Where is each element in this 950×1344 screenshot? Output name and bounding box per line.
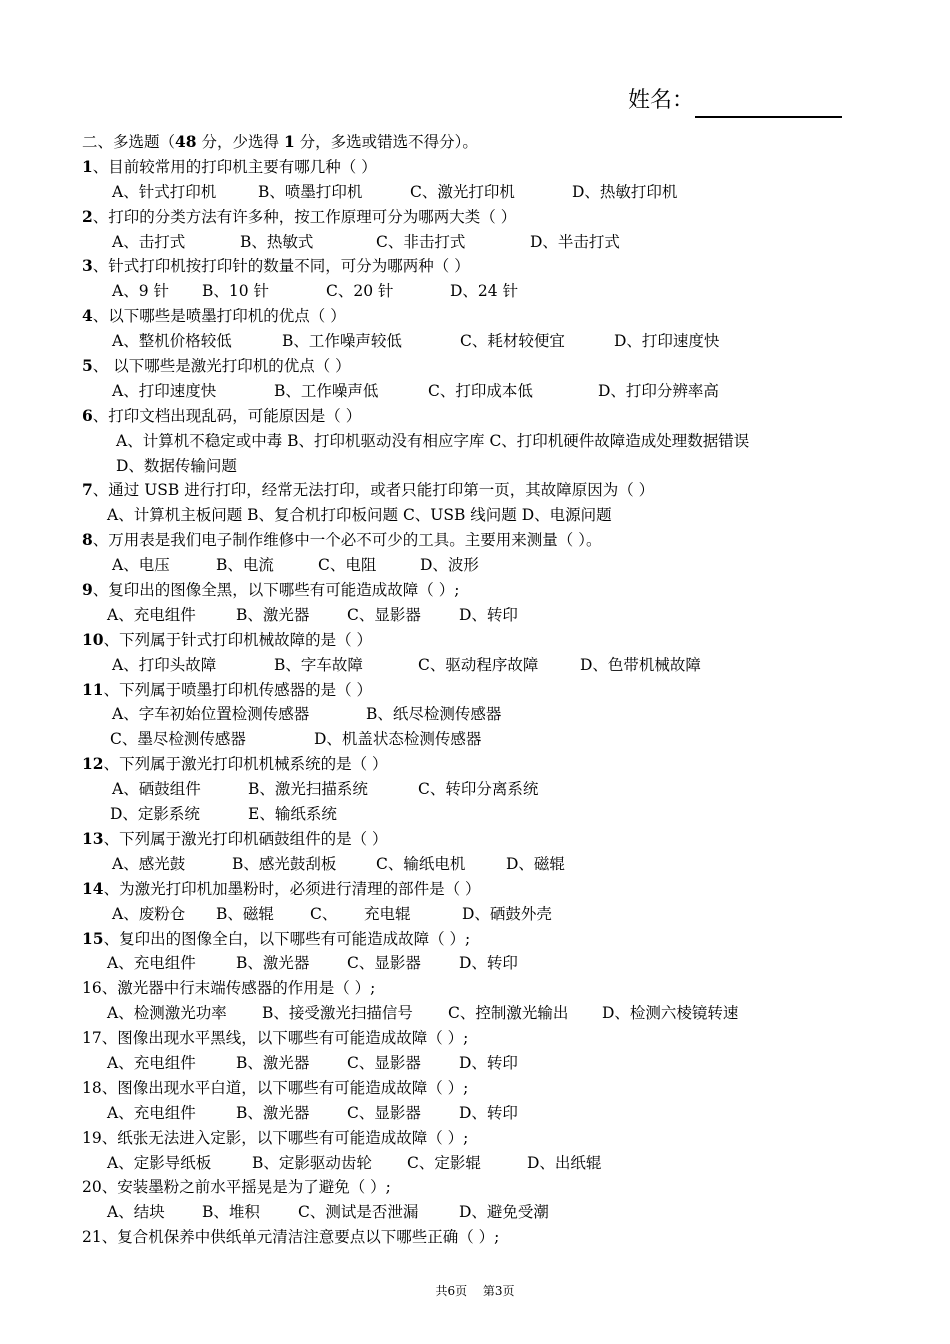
question-12-options-2 — [82, 802, 882, 827]
option-a: A、字车初始位置检测传感器 — [112, 705, 310, 724]
option-b: B、激光器 — [236, 1053, 310, 1072]
question-17: 17、图像出现水平黑线，以下哪些有可能造成故障（ ）; — [82, 1029, 469, 1048]
question-3: 3、针式打印机按打印针的数量不同，可分为哪两种（ ） — [82, 256, 470, 276]
option-b: B、纸尽检测传感器 — [366, 705, 502, 724]
option-b: B、定影驱动齿轮 — [252, 1153, 372, 1172]
page-current: 第3页 — [482, 1284, 515, 1298]
question-11-options-1 — [82, 702, 882, 727]
option-d: D、硒鼓外壳 — [462, 904, 552, 923]
question-17-options — [82, 1051, 882, 1076]
question-6-options-2: D、数据传输问题 — [116, 456, 237, 475]
option-a: A、充电组件 — [107, 954, 196, 973]
option-a: A、整机价格较低 — [112, 332, 232, 351]
option-c: C、 — [310, 904, 338, 923]
question-12-options-1 — [82, 777, 882, 802]
option-a: A、废粉仓 — [112, 904, 186, 923]
option-c: C、显影器 — [347, 954, 421, 973]
question-21: 21、复合机保养中供纸单元清洁注意要点以下哪些正确（ ）; — [82, 1228, 500, 1247]
page-total: 共6页 — [435, 1284, 468, 1298]
option-d: D、避免受潮 — [459, 1203, 549, 1222]
option-a: A、9 针 — [112, 282, 169, 301]
option-d: D、热敏打印机 — [572, 182, 678, 201]
question-9: 9、复印出的图像全黑，以下哪些有可能造成故障（ ）; — [82, 580, 460, 600]
option-d: D、磁辊 — [506, 854, 565, 873]
option-c-text: 充电辊 — [364, 904, 411, 923]
question-19-options — [82, 1151, 882, 1176]
question-8: 8、万用表是我们电子制作维修中一个必不可少的工具。主要用来测量（ ）。 — [82, 530, 602, 550]
option-a: A、击打式 — [112, 232, 186, 251]
question-15: 15、复印出的图像全白，以下哪些有可能造成故障（ ）; — [82, 928, 471, 948]
question-7-options: A、计算机主板问题 B、复合机打印板问题 C、USB 线问题 D、电源问题 — [107, 506, 612, 525]
option-b: B、工作噪声较低 — [282, 332, 402, 351]
option-b: B、激光扫描系统 — [248, 780, 368, 799]
question-9-options — [82, 603, 882, 628]
option-e: E、输纸系统 — [248, 805, 337, 824]
option-c: C、非击打式 — [376, 232, 466, 251]
option-c: C、输纸电机 — [376, 854, 466, 873]
option-c: C、激光打印机 — [410, 182, 515, 201]
option-b: B、喷墨打印机 — [258, 182, 363, 201]
option-a: A、打印头故障 — [112, 655, 217, 674]
question-3-options — [82, 279, 882, 304]
option-c: C、电阻 — [318, 556, 377, 575]
option-d: D、机盖状态检测传感器 — [314, 730, 482, 749]
option-c: C、墨尽检测传感器 — [110, 730, 246, 749]
option-d: D、打印分辨率高 — [598, 381, 719, 400]
option-d: D、波形 — [420, 556, 479, 575]
question-2-options — [82, 230, 882, 255]
option-b: B、字车故障 — [274, 655, 363, 674]
question-18-options — [82, 1101, 882, 1126]
option-a: A、结块 — [107, 1203, 165, 1222]
option-b: B、10 针 — [202, 282, 270, 301]
question-4: 4、以下哪些是喷墨打印机的优点（ ） — [82, 306, 346, 326]
option-c: C、测试是否泄漏 — [298, 1203, 419, 1222]
option-c: C、显影器 — [347, 1053, 421, 1072]
option-c: C、驱动程序故障 — [418, 655, 539, 674]
option-b: B、激光器 — [236, 954, 310, 973]
question-18: 18、图像出现水平白道，以下哪些有可能造成故障（ ）; — [82, 1078, 469, 1097]
option-d: D、色带机械故障 — [580, 655, 701, 674]
option-b: B、激光器 — [236, 605, 310, 624]
question-19: 19、纸张无法进入定影，以下哪些有可能造成故障（ ）; — [82, 1128, 469, 1147]
question-1-options — [82, 180, 882, 205]
option-d: D、转印 — [459, 605, 518, 624]
question-11: 11、下列属于喷墨打印机传感器的是（ ） — [82, 679, 373, 699]
question-10: 10、下列属于针式打印机械故障的是（ ） — [82, 629, 373, 649]
question-8-options — [82, 553, 882, 578]
option-c: C、显影器 — [347, 1103, 421, 1122]
question-16: 16、激光器中行末端传感器的作用是（ ）; — [82, 979, 376, 998]
question-20-options — [82, 1200, 882, 1225]
option-a: A、打印速度快 — [112, 381, 217, 400]
question-4-options — [82, 329, 882, 354]
question-7: 7、通过 USB 进行打印，经常无法打印，或者只能打印第一页，其故障原因为（ ） — [82, 480, 655, 500]
question-12: 12、下列属于激光打印机机械系统的是（ ） — [82, 754, 388, 774]
option-c: C、转印分离系统 — [418, 780, 539, 799]
option-a: A、检测激光功率 — [107, 1004, 227, 1023]
option-d: D、转印 — [459, 954, 518, 973]
option-d: D、转印 — [459, 1103, 518, 1122]
option-b: B、工作噪声低 — [274, 381, 379, 400]
option-b: B、接受激光扫描信号 — [262, 1004, 413, 1023]
option-d: D、转印 — [459, 1053, 518, 1072]
option-a: A、电压 — [112, 556, 170, 575]
question-6: 6、打印文档出现乱码，可能原因是（ ） — [82, 405, 362, 425]
option-d: D、24 针 — [450, 282, 519, 301]
question-2: 2、打印的分类方法有许多种，按工作原理可分为哪两大类（ ） — [82, 206, 517, 226]
question-5-options — [82, 379, 882, 404]
option-a: A、充电组件 — [107, 1103, 196, 1122]
option-c: C、控制激光输出 — [448, 1004, 569, 1023]
question-20: 20、安装墨粉之前水平摇晃是为了避免（ ）; — [82, 1178, 391, 1197]
option-d: D、半击打式 — [530, 232, 620, 251]
option-a: A、定影导纸板 — [107, 1153, 212, 1172]
question-15-options — [82, 951, 882, 976]
question-11-options-2 — [82, 727, 882, 752]
question-10-options — [82, 653, 882, 678]
option-b: B、磁辊 — [216, 904, 274, 923]
question-6-options-1: A、计算机不稳定或中毒 B、打印机驱动没有相应字库 C、打印机硬件故障造成处理数据错误 — [116, 431, 750, 450]
option-c: C、打印成本低 — [428, 381, 533, 400]
option-b: B、感光鼓刮板 — [232, 854, 337, 873]
option-c: C、定影辊 — [407, 1153, 481, 1172]
option-a: A、感光鼓 — [112, 854, 186, 873]
page-footer — [0, 1282, 950, 1299]
question-13-options — [82, 852, 882, 877]
option-b: B、激光器 — [236, 1103, 310, 1122]
option-a: A、充电组件 — [107, 1053, 196, 1072]
option-a: A、针式打印机 — [112, 182, 217, 201]
option-c: C、20 针 — [326, 282, 394, 301]
option-b: B、电流 — [216, 556, 274, 575]
option-b: B、堆积 — [202, 1203, 260, 1222]
question-14-options — [82, 902, 882, 927]
question-5: 5、 以下哪些是激光打印机的优点（ ） — [82, 356, 351, 376]
option-a: A、充电组件 — [107, 605, 196, 624]
option-d: D、检测六棱镜转速 — [602, 1004, 739, 1023]
question-13: 13、下列属于激光打印机硒鼓组件的是（ ） — [82, 828, 388, 848]
section-title: 二、多选题（48 分，少选得 1 分，多选或错选不得分）。 — [82, 132, 478, 151]
question-list — [82, 130, 882, 1250]
question-1: 1、目前较常用的打印机主要有哪几种（ ） — [82, 156, 377, 176]
option-c: C、耗材较便宜 — [460, 332, 565, 351]
option-c: C、显影器 — [347, 605, 421, 624]
option-a: A、硒鼓组件 — [112, 780, 201, 799]
name-blank-line[interactable] — [695, 116, 842, 118]
name-label: 姓名： — [628, 88, 695, 113]
question-16-options — [82, 1001, 882, 1026]
option-d: D、打印速度快 — [614, 332, 720, 351]
question-14: 14、为激光打印机加墨粉时，必须进行清理的部件是（ ） — [82, 878, 481, 898]
option-d: D、出纸辊 — [527, 1153, 602, 1172]
option-d: D、定影系统 — [110, 805, 200, 824]
option-b: B、热敏式 — [240, 232, 314, 251]
